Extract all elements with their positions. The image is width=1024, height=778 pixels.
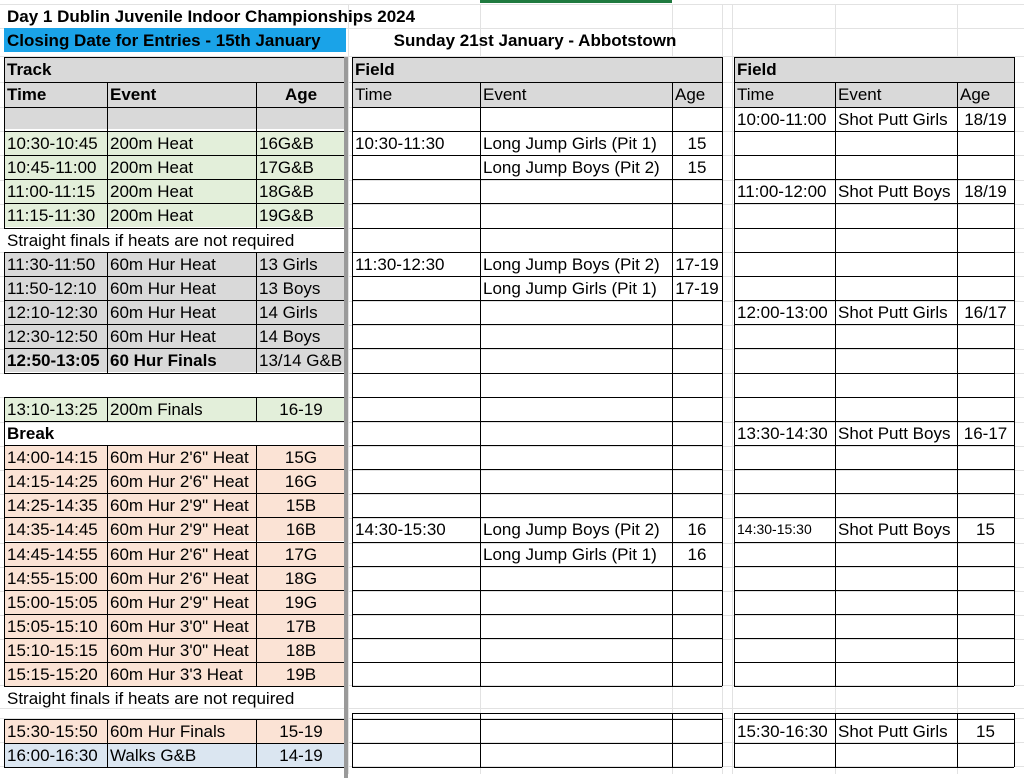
cell-border	[4, 300, 346, 301]
time-column-header[interactable]: Time	[734, 82, 835, 107]
track-time-cell[interactable]: 13:10-13:25	[4, 397, 107, 421]
cell-border	[352, 57, 722, 58]
field-event-cell[interactable]: Long Jump Boys (Pit 2)	[483, 519, 660, 539]
event-date-location[interactable]: Sunday 21st January - Abbotstown	[393, 30, 677, 50]
field-event-cell[interactable]: Long Jump Boys (Pit 2)	[483, 254, 660, 274]
field-age-cell[interactable]: 15	[976, 519, 995, 539]
cell-border	[672, 713, 673, 767]
cell-border	[4, 686, 346, 687]
break-row[interactable]: Break	[7, 423, 55, 443]
cell-border	[107, 397, 108, 421]
cell-border	[734, 397, 1014, 398]
cell-border	[352, 713, 353, 767]
cell-border	[1014, 57, 1015, 107]
cell-border	[734, 469, 1014, 470]
cell-border	[352, 713, 722, 714]
track-time-cell[interactable]: 12:10-12:30	[4, 300, 107, 324]
cell-border	[352, 155, 722, 156]
cell-border	[352, 743, 722, 744]
track-age-cell[interactable]: 17G	[256, 542, 346, 566]
track-time-cell[interactable]: 16:00-16:30	[4, 743, 107, 767]
age-column-header[interactable]: Age	[672, 82, 722, 107]
cell-border	[734, 517, 1014, 518]
cell-border	[352, 324, 722, 325]
cell-border	[734, 719, 1014, 720]
track-event-cell[interactable]: 60m Hur 3'0" Heat	[107, 614, 256, 638]
track-event-cell[interactable]: 200m Finals	[107, 397, 256, 421]
cell-border	[4, 743, 346, 744]
track-event-cell[interactable]: 60m Hur Heat	[107, 252, 256, 276]
cell-border	[4, 155, 346, 156]
field-age-cell[interactable]: 16/17	[964, 302, 1007, 322]
cell-border	[352, 719, 722, 720]
track-age-cell[interactable]: 16B	[256, 517, 346, 541]
track-time-cell[interactable]: 14:35-14:45	[4, 517, 107, 541]
field-time-cell[interactable]: 12:00-13:00	[737, 302, 828, 322]
cell-border	[4, 469, 346, 470]
cell-border	[4, 373, 346, 374]
cell-border	[352, 445, 722, 446]
field-event-cell[interactable]: Shot Putt Boys	[838, 181, 951, 201]
cell-border	[734, 131, 1014, 132]
cell-border	[734, 107, 1014, 108]
event-column-header[interactable]: Event	[480, 82, 672, 107]
track-event-cell[interactable]: 60m Hur 3'3 Heat	[107, 662, 256, 686]
track-event-cell[interactable]: 60m Hur 2'9" Heat	[107, 517, 256, 541]
cell-border	[4, 638, 346, 639]
cell-border	[734, 203, 1014, 204]
cell-border	[4, 82, 346, 83]
cell-border	[734, 614, 1014, 615]
cell-border	[352, 107, 722, 108]
cell-border	[256, 252, 257, 373]
cell-border	[734, 590, 1014, 591]
cell-border	[4, 542, 346, 543]
note-straight-finals[interactable]: Straight finals if heats are not required	[7, 230, 295, 250]
track-event-cell[interactable]: 200m Heat	[107, 179, 256, 203]
field-age-cell[interactable]: 18/19	[964, 109, 1007, 129]
track-empty-cell[interactable]	[107, 107, 256, 129]
cell-border	[734, 686, 1014, 687]
field-age-cell[interactable]: 18/19	[964, 181, 1007, 201]
field-event-cell[interactable]: Shot Putt Boys	[838, 423, 951, 443]
field-age-cell[interactable]: 16	[687, 519, 707, 539]
field-section-header[interactable]: Field	[352, 57, 722, 82]
cell-border	[734, 493, 1014, 494]
track-age-cell[interactable]: 15B	[256, 493, 346, 517]
track-age-cell[interactable]: 13/14 G&B	[256, 348, 346, 372]
track-time-cell[interactable]: 14:15-14:25	[4, 469, 107, 493]
cell-border	[352, 82, 722, 83]
cell-border	[4, 203, 346, 204]
cell-border	[4, 397, 5, 421]
track-event-cell[interactable]: 60 Hur Finals	[107, 348, 256, 372]
cell-border	[4, 276, 346, 277]
field-age-cell[interactable]: 16-17	[963, 423, 1008, 443]
cell-border	[4, 252, 346, 253]
cell-border	[352, 252, 722, 253]
cell-border	[256, 82, 257, 107]
cell-border	[734, 713, 1014, 714]
field-event-cell[interactable]: Shot Putt Boys	[838, 519, 951, 539]
cell-border	[4, 517, 346, 518]
track-time-cell[interactable]: 10:30-10:45	[4, 131, 107, 155]
field-time-cell[interactable]: 10:00-11:00	[737, 109, 827, 129]
field-time-cell[interactable]	[352, 276, 480, 300]
track-age-cell[interactable]: 17B	[256, 614, 346, 638]
cell-border	[722, 713, 723, 767]
time-column-header[interactable]: Time	[352, 82, 480, 107]
cell-border	[734, 542, 1014, 543]
cell-border	[734, 228, 1014, 229]
cell-border	[4, 57, 5, 107]
field-age-cell[interactable]: 15	[687, 133, 707, 153]
track-event-cell[interactable]: 60m Hur Finals	[107, 719, 256, 743]
column-divider	[344, 57, 348, 778]
field-age-cell[interactable]: 16	[687, 544, 707, 564]
cell-border	[722, 57, 723, 107]
field-time-cell[interactable]	[352, 155, 480, 179]
field-event-cell[interactable]: Shot Putt Girls	[838, 109, 948, 129]
cell-border	[352, 348, 722, 349]
track-time-cell[interactable]: 11:15-11:30	[4, 203, 107, 227]
cell-border	[672, 82, 673, 107]
cell-border	[734, 155, 1014, 156]
track-age-cell[interactable]: 14-19	[256, 743, 346, 767]
sheet-title[interactable]: Day 1 Dublin Juvenile Indoor Championships 2024	[7, 6, 416, 26]
cell-border	[734, 662, 1014, 663]
track-event-cell[interactable]: 200m Heat	[107, 203, 256, 227]
cell-border	[107, 107, 108, 131]
cell-border	[352, 203, 722, 204]
cell-border	[352, 517, 722, 518]
field-event-cell[interactable]: Long Jump Girls (Pit 1)	[483, 133, 657, 153]
field-age-cell[interactable]: 15	[976, 721, 995, 741]
cell-border	[352, 421, 722, 422]
event-column-header[interactable]: Event	[107, 82, 256, 107]
cell-border	[107, 252, 108, 373]
track-age-cell[interactable]: 14 Girls	[256, 300, 346, 324]
cell-border	[734, 743, 1014, 744]
track-event-cell[interactable]: 60m Hur 2'6" Heat	[107, 445, 256, 469]
track-event-cell[interactable]: 200m Heat	[107, 131, 256, 155]
selection-border	[480, 0, 672, 3]
cell-border	[734, 373, 1014, 374]
track-time-cell[interactable]: 11:50-12:10	[4, 276, 107, 300]
cell-border	[352, 767, 722, 768]
field-age-cell[interactable]: 17-19	[675, 254, 719, 274]
cell-border	[4, 445, 346, 446]
field-event-cell[interactable]: Long Jump Girls (Pit 1)	[483, 278, 657, 298]
cell-border	[352, 300, 722, 301]
gridline	[348, 4, 349, 774]
track-age-cell[interactable]: 18G	[256, 566, 346, 590]
track-time-cell[interactable]: 14:55-15:00	[4, 566, 107, 590]
track-age-cell[interactable]: 18G&B	[256, 179, 346, 203]
track-time-cell[interactable]: 14:25-14:35	[4, 493, 107, 517]
cell-border	[107, 82, 108, 107]
cell-border	[734, 300, 1014, 301]
cell-border	[4, 348, 346, 349]
cell-border	[734, 324, 1014, 325]
track-age-cell[interactable]: 16G	[256, 469, 346, 493]
track-age-cell[interactable]: 18B	[256, 638, 346, 662]
cell-border	[4, 590, 346, 591]
track-empty-cell[interactable]	[256, 107, 346, 129]
cell-border	[4, 228, 346, 229]
track-time-cell[interactable]: 11:00-11:15	[4, 179, 107, 203]
track-time-cell[interactable]: 10:45-11:00	[4, 155, 107, 179]
track-time-cell[interactable]: 15:05-15:10	[4, 614, 107, 638]
track-age-cell[interactable]: 19B	[256, 662, 346, 686]
time-column-header[interactable]: Time	[4, 82, 107, 107]
field-time-cell[interactable]: 11:30-12:30	[355, 254, 445, 274]
cell-border	[734, 348, 1014, 349]
track-age-cell[interactable]: 19G	[256, 590, 346, 614]
cell-border	[352, 179, 722, 180]
field-time-cell[interactable]: 13:30-14:30	[737, 423, 828, 443]
track-event-cell[interactable]: 60m Hur 2'6" Heat	[107, 542, 256, 566]
field-time-cell[interactable]: 10:30-11:30	[355, 133, 445, 153]
cell-border	[4, 421, 5, 445]
cell-border	[835, 82, 836, 107]
cell-border	[835, 713, 836, 767]
track-age-cell[interactable]: 16G&B	[256, 131, 346, 155]
track-event-cell[interactable]: 60m Hur Heat	[107, 276, 256, 300]
track-event-cell[interactable]: Walks G&B	[107, 743, 256, 767]
cell-border	[1014, 107, 1015, 686]
field-time-cell[interactable]: 11:00-12:00	[737, 181, 827, 201]
track-age-cell[interactable]: 14 Boys	[256, 324, 346, 348]
cell-border	[352, 686, 722, 687]
cell-border	[4, 662, 346, 663]
age-column-header[interactable]: Age	[256, 82, 346, 107]
cell-border	[734, 421, 1014, 422]
cell-border	[352, 590, 722, 591]
field-section-header[interactable]: Field	[734, 57, 1014, 82]
track-event-cell[interactable]: 60m Hur Heat	[107, 324, 256, 348]
field-time-cell[interactable]: 15:30-16:30	[737, 721, 828, 741]
track-age-cell[interactable]: 16-19	[256, 397, 346, 421]
note-straight-finals[interactable]: Straight finals if heats are not required	[7, 688, 295, 708]
track-event-cell[interactable]: 60m Hur 3'0" Heat	[107, 638, 256, 662]
track-event-cell[interactable]: 60m Hur 2'9" Heat	[107, 590, 256, 614]
cell-border	[957, 713, 958, 767]
cell-border	[4, 614, 346, 615]
cell-border	[722, 107, 723, 686]
cell-border	[480, 82, 481, 107]
track-time-cell[interactable]: 14:45-14:55	[4, 542, 107, 566]
track-time-cell[interactable]: 15:10-15:15	[4, 638, 107, 662]
cell-border	[734, 252, 1014, 253]
cell-border	[352, 638, 722, 639]
cell-border	[480, 713, 481, 767]
cell-border	[352, 373, 722, 374]
field-time-cell[interactable]: 14:30-15:30	[355, 519, 446, 539]
cell-border	[4, 566, 346, 567]
cell-border	[4, 767, 346, 768]
cell-border	[4, 421, 346, 422]
cell-border	[734, 713, 735, 767]
track-section-header[interactable]: Track	[4, 57, 346, 82]
cell-border	[352, 662, 722, 663]
field-age-cell[interactable]: 15	[687, 157, 707, 177]
cell-border	[4, 131, 346, 132]
track-event-cell[interactable]: 200m Heat	[107, 155, 256, 179]
track-event-cell[interactable]: 60m Hur 2'9" Heat	[107, 493, 256, 517]
cell-border	[734, 767, 1014, 768]
event-column-header[interactable]: Event	[835, 82, 957, 107]
field-age-cell[interactable]: 17-19	[675, 278, 719, 298]
track-time-cell[interactable]: 11:30-11:50	[4, 252, 107, 276]
track-time-cell[interactable]: 15:00-15:05	[4, 590, 107, 614]
cell-border	[352, 276, 722, 277]
track-time-cell[interactable]: 14:00-14:15	[4, 445, 107, 469]
field-event-cell[interactable]: Long Jump Boys (Pit 2)	[483, 157, 660, 177]
cell-border	[957, 82, 958, 107]
track-empty-cell[interactable]	[4, 107, 107, 129]
cell-border	[352, 228, 722, 229]
age-column-header[interactable]: Age	[957, 82, 1014, 107]
cell-border	[4, 107, 5, 131]
field-event-cell[interactable]: Shot Putt Girls	[838, 721, 948, 741]
cell-border	[352, 614, 722, 615]
field-time-cell[interactable]: 14:30-15:30	[737, 521, 812, 537]
cell-border	[734, 445, 1014, 446]
cell-border	[4, 107, 346, 108]
track-time-cell[interactable]: 12:30-12:50	[4, 324, 107, 348]
track-time-cell[interactable]: 12:50-13:05	[4, 348, 107, 372]
cell-border	[4, 397, 346, 398]
field-event-cell[interactable]: Long Jump Girls (Pit 1)	[483, 544, 657, 564]
field-event-cell[interactable]: Shot Putt Girls	[838, 302, 948, 322]
cell-border	[734, 82, 1014, 83]
field-time-cell[interactable]	[352, 542, 480, 566]
cell-border	[352, 542, 722, 543]
cell-border	[734, 566, 1014, 567]
cell-border	[352, 131, 722, 132]
cell-border	[352, 566, 722, 567]
track-time-cell[interactable]: 15:15-15:20	[4, 662, 107, 686]
track-event-cell[interactable]: 60m Hur 2'6" Heat	[107, 469, 256, 493]
cell-border	[4, 719, 346, 720]
track-age-cell[interactable]: 15G	[256, 445, 346, 469]
cell-border	[4, 57, 346, 58]
track-age-cell[interactable]: 15-19	[256, 719, 346, 743]
cell-border	[352, 469, 722, 470]
closing-date-banner[interactable]: Closing Date for Entries - 15th January	[4, 28, 346, 52]
cell-border	[734, 638, 1014, 639]
cell-border	[4, 179, 346, 180]
gridline	[732, 4, 733, 774]
cell-border	[4, 252, 5, 373]
cell-border	[1014, 713, 1015, 767]
cell-border	[352, 397, 722, 398]
track-age-cell[interactable]: 17G&B	[256, 155, 346, 179]
track-age-cell[interactable]: 13 Boys	[256, 276, 346, 300]
cell-border	[734, 57, 1014, 58]
track-age-cell[interactable]: 13 Girls	[256, 252, 346, 276]
cell-border	[256, 397, 257, 421]
cell-border	[4, 493, 346, 494]
cell-border	[734, 276, 1014, 277]
cell-border	[734, 57, 735, 107]
cell-border	[352, 493, 722, 494]
track-event-cell[interactable]: 60m Hur 2'6" Heat	[107, 566, 256, 590]
cell-border	[4, 324, 346, 325]
track-event-cell[interactable]: 60m Hur Heat	[107, 300, 256, 324]
track-time-cell[interactable]: 15:30-15:50	[4, 719, 107, 743]
cell-border	[734, 179, 1014, 180]
track-age-cell[interactable]: 19G&B	[256, 203, 346, 227]
cell-border	[352, 57, 353, 107]
cell-border	[256, 107, 257, 131]
